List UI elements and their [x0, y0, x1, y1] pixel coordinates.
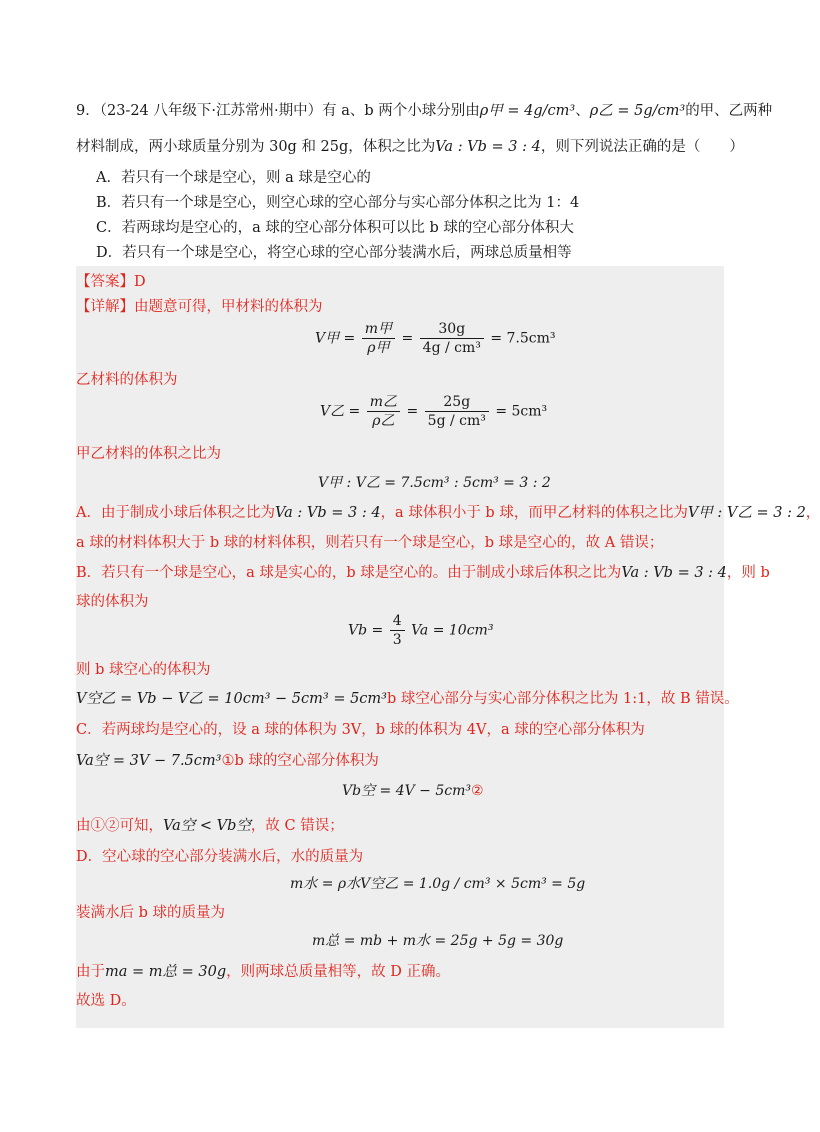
- analysis-d-line-3: 由于ma = m总 = 30g，则两球总质量相等，故 D 正确。: [76, 964, 450, 980]
- ratio-intro: 甲乙材料的体积之比为: [76, 446, 221, 462]
- analysis-b-line-2: 球的体积为: [76, 594, 149, 610]
- equation-a-hollow: Va空 = 3V − 7.5cm³: [76, 753, 222, 769]
- analysis-c-line-1: C．若两球均是空心的，设 a 球的体积为 3V，b 球的体积为 4V，a 球的空心部分体积为: [76, 722, 645, 738]
- option-d: D．若只有一个球是空心，将空心球的空心部分装满水后，两球总质量相等: [96, 245, 572, 261]
- marker-2: ②: [471, 783, 484, 799]
- analysis-d-line-2: 装满水后 b 球的质量为: [76, 905, 225, 921]
- analysis-a-line-2: a 球的材料体积大于 b 球的材料体积，则若只有一个球是空心，b 球是空心的，故 A 错误；: [76, 535, 664, 551]
- volume-ratio-formula: Va : Vb = 3 : 4: [435, 139, 541, 155]
- analysis-b-line-3: 则 b 球空心的体积为: [76, 662, 211, 678]
- analysis-b-line-4: V空乙 = Vb − V乙 = 10cm³ − 5cm³ = 5cm³b 球空心部分与实心部分体积之比为 1:1，故 B 错误。: [76, 691, 739, 707]
- equation-hollow-volume: V空乙 = Vb − V乙 = 10cm³ − 5cm³ = 5cm³: [76, 691, 387, 707]
- analysis-c-line-2: Va空 = 3V − 7.5cm³①b 球的空心部分体积为: [76, 753, 379, 769]
- question-text: 的甲、乙两种: [685, 103, 773, 119]
- comparison-formula: Va空 < Vb空: [163, 818, 251, 834]
- analysis-d-line-1: D．空心球的空心部分装满水后，水的质量为: [76, 849, 364, 865]
- equation-jia-volume: V甲 = $\frac{\text{m甲}}{\text{ρ甲}}$ = $\frac{30g}{\text{4g / cm³}}$ = 7.5cm³: [315, 321, 556, 356]
- question-line-1: [76, 101, 772, 121]
- question-text: 材料制成，两小球质量分别为 30g 和 25g，体积之比为: [76, 139, 436, 155]
- question-text: ，则下列说法正确的是（ ）: [540, 139, 744, 155]
- final-answer: 故选 D。: [76, 993, 136, 1009]
- equation-yi-volume: V乙 = $\frac{\text{m乙}}{\text{ρ乙}}$ = $\frac{25g}{\text{5g / cm³}}$ = 5cm³: [320, 394, 548, 429]
- detail-intro: 【详解】由题意可得，甲材料的体积为: [76, 299, 323, 315]
- equation-b-volume: Vb = $\frac{4}{3}$ Va = 10cm³: [348, 613, 494, 648]
- equation-volume-ratio: V甲 : V乙 = 7.5cm³ : 5cm³ = 3 : 2: [318, 475, 551, 491]
- option-c: C．若两球均是空心的，a 球的空心部分体积可以比 b 球的空心部分体积大: [96, 220, 574, 236]
- equation-water-mass: m水 = ρ水V空乙 = 1.0g / cm³ × 5cm³ = 5g: [290, 876, 586, 892]
- rho-jia-formula: ρ甲 = 4g/cm³: [479, 103, 576, 119]
- rho-yi-formula: ρ乙 = 5g/cm³: [589, 103, 686, 119]
- mass-equality-formula: ma = m总 = 30g: [105, 964, 227, 980]
- marker-1: ①: [221, 753, 235, 769]
- analysis-b-line-1: B．若只有一个球是空心，a 球是实心的，b 球是空心的。由于制成小球后体积之比为Va : Vb = 3 : 4，则 b: [76, 565, 770, 581]
- answer-label: 【答案】D: [76, 274, 146, 290]
- question-text: 9．（23-24 八年级下·江苏常州·期中）有 a、b 两个小球分别由: [76, 103, 480, 119]
- analysis-c-line-3: 由①②可知，Va空 < Vb空，故 C 错误；: [76, 818, 344, 834]
- equation-total-mass: m总 = mb + m水 = 25g + 5g = 30g: [312, 933, 564, 949]
- option-b: B．若只有一个球是空心，则空心球的空心部分与实心部分体积之比为 1：4: [96, 195, 580, 211]
- option-a: A．若只有一个球是空心，则 a 球是空心的: [96, 170, 371, 186]
- question-line-2: [76, 137, 744, 157]
- equation-b-hollow: Vb空 = 4V − 5cm³②: [342, 783, 484, 799]
- analysis-a-line-1: A．由于制成小球后体积之比为Va : Vb = 3 : 4，a 球体积小于 b 球，而甲乙材料的体积之比为V甲 : V乙 = 3 : 2，: [76, 505, 820, 521]
- separator: 、: [575, 103, 590, 119]
- yi-intro: 乙材料的体积为: [76, 372, 178, 388]
